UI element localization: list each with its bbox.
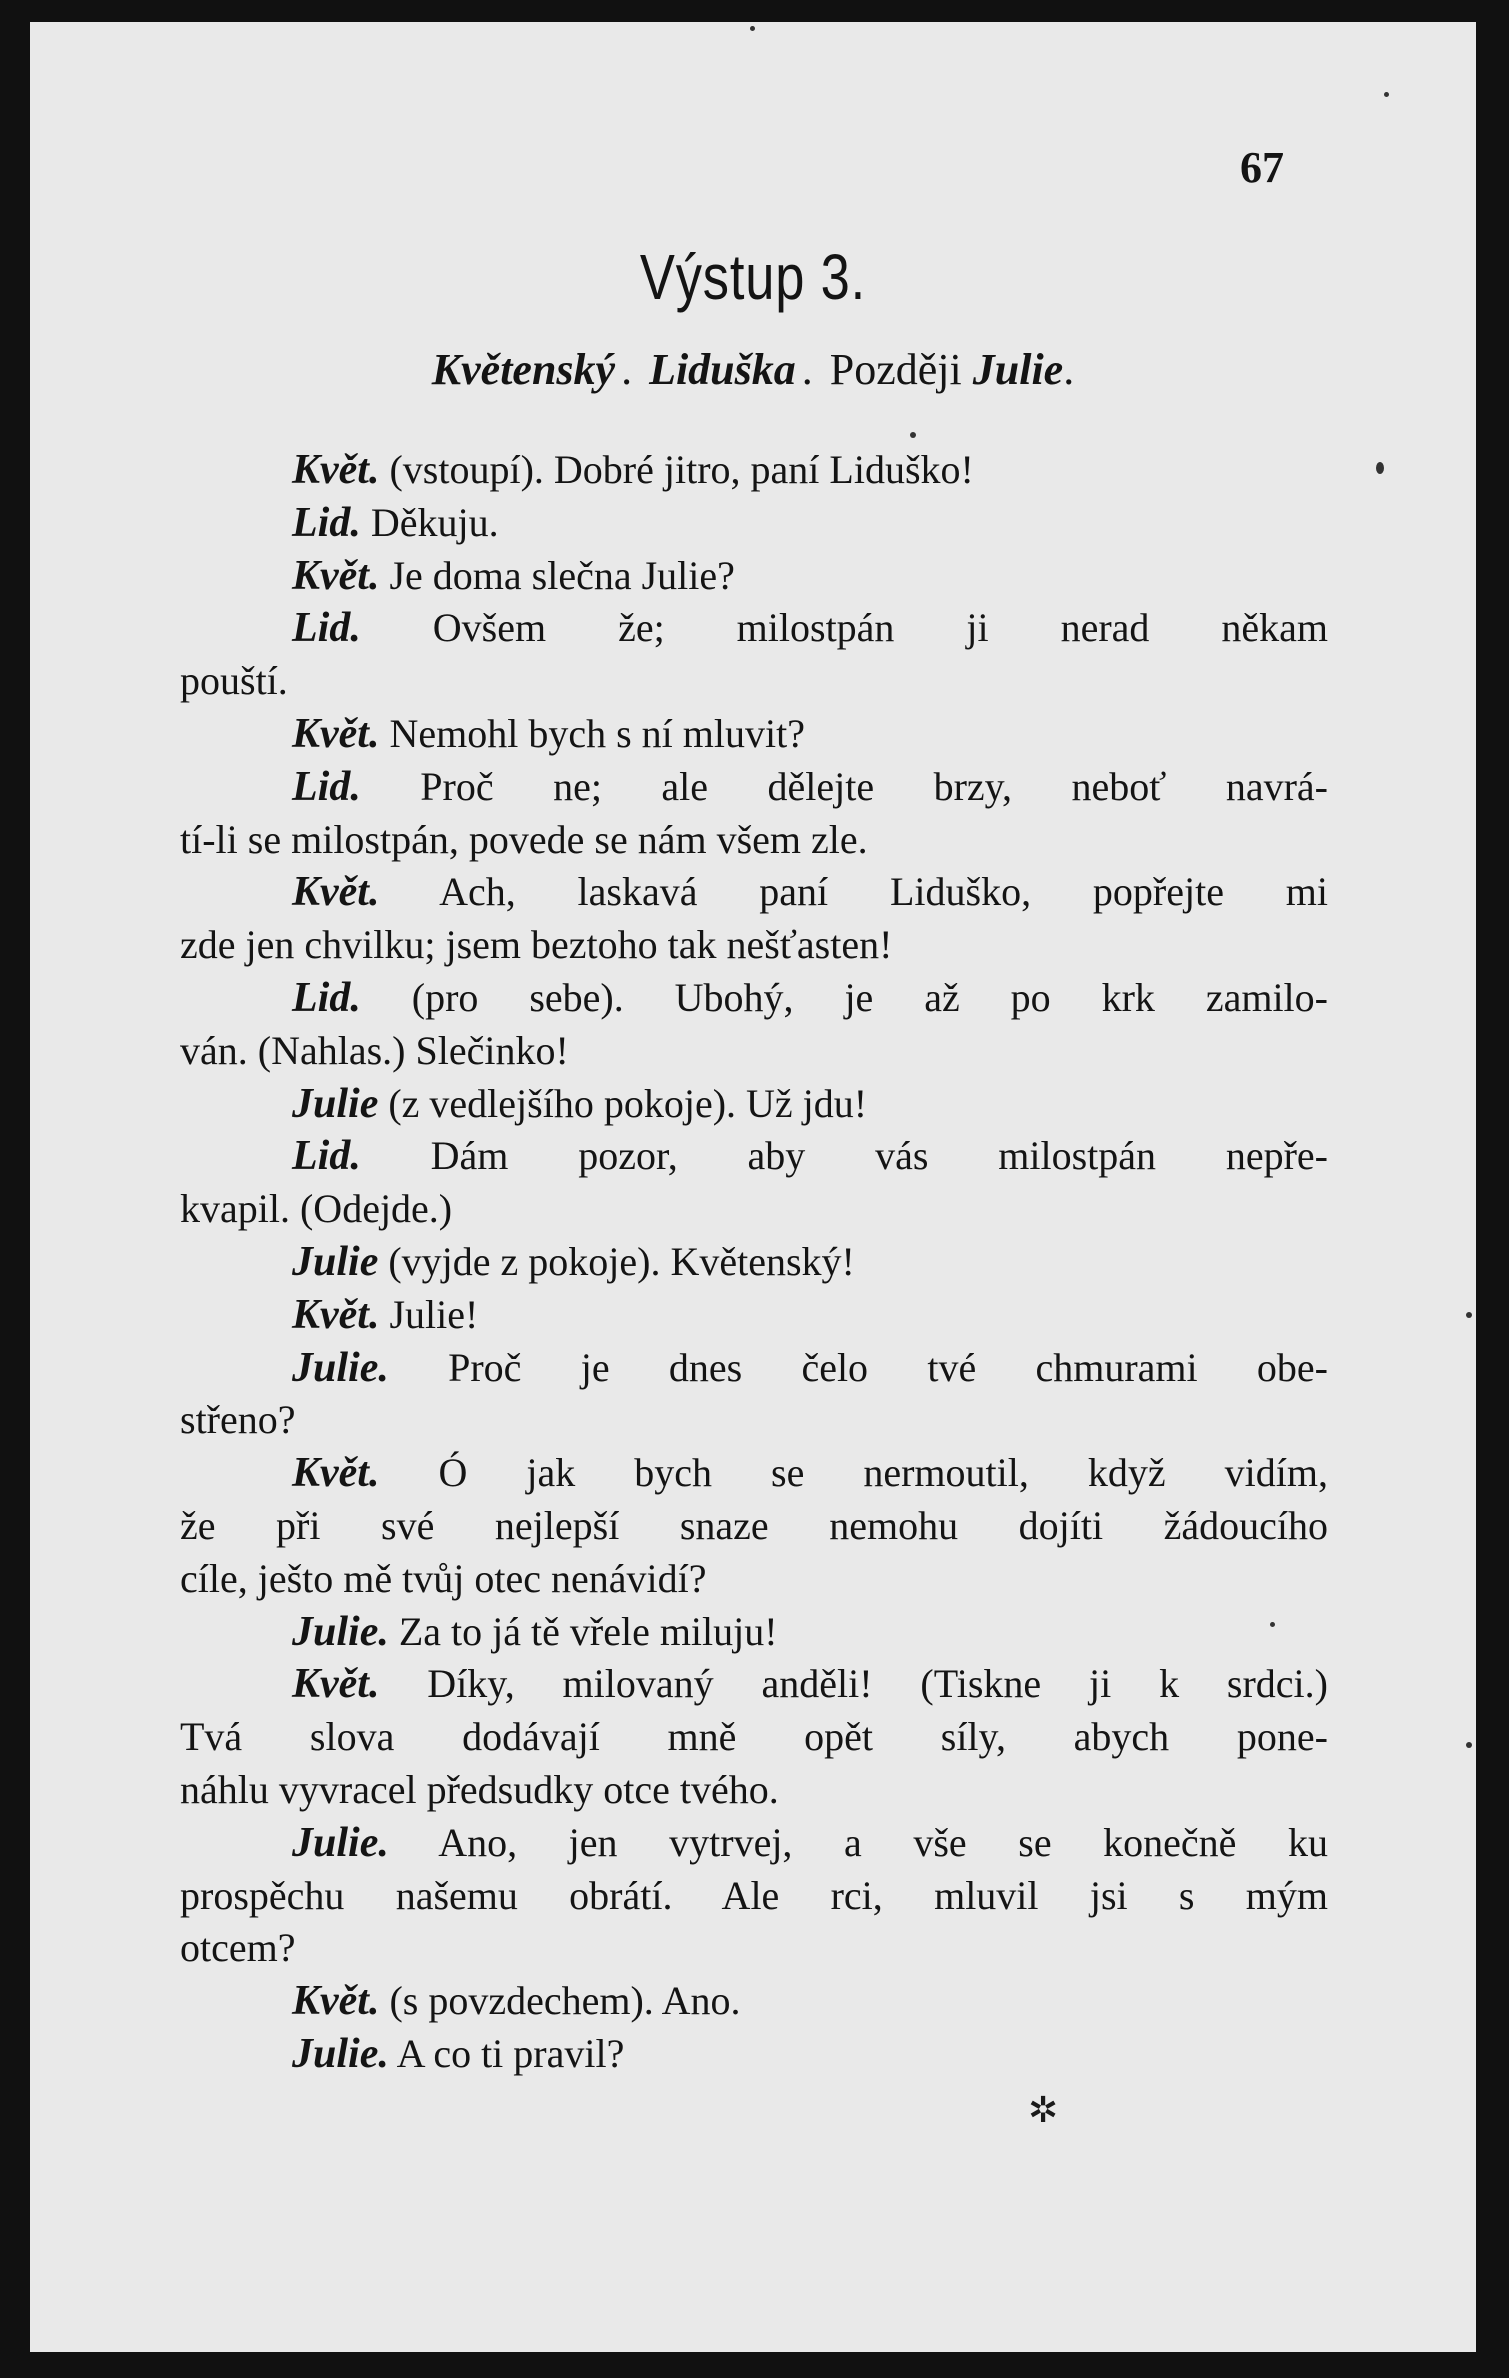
text-line	[180, 708, 1328, 761]
line-text: (pro sebe). Ubohý, je až po krk zamilo-	[360, 974, 1328, 1020]
text-line	[180, 1553, 1328, 1606]
text-line	[180, 919, 1328, 972]
cast-list: Květenský . Liduška . Později Julie.	[431, 345, 1075, 394]
line-text: Ano, jen vytrvej, a vše se konečně ku	[388, 1819, 1328, 1865]
speaker-name: Květ.	[292, 1450, 380, 1497]
line-text: (z vedlejšího pokoje). Už jdu!	[378, 1080, 868, 1126]
dialogue-text	[180, 444, 1328, 2081]
line-text: kvapil. (Odejde.)	[180, 1186, 453, 1232]
text-line	[180, 1447, 1328, 1500]
speaker-name: Květ.	[292, 710, 380, 757]
speaker-name: Lid.	[292, 605, 361, 652]
speaker-name: Květ.	[292, 1291, 380, 1338]
scene-title: Výstup 3.	[639, 241, 867, 313]
text-line	[180, 1183, 1328, 1236]
cast-name: Julie	[972, 345, 1064, 394]
line-text: náhlu vyvracel předsudky otce tvého.	[180, 1766, 779, 1812]
line-text: tí-li se milostpán, povede se nám všem zle.	[180, 816, 868, 862]
line-text: Za to já tě vřele miluju!	[388, 1608, 778, 1654]
text-line	[180, 1764, 1328, 1817]
line-text: že při své nejlepší snaze nemohu dojíti žádoucího	[180, 1502, 1328, 1548]
page-number: 67	[1240, 143, 1284, 192]
text-line	[180, 1606, 1328, 1659]
line-text: Proč ne; ale dělejte brzy, neboť navrá-	[360, 763, 1328, 809]
speaker-name: Lid.	[292, 974, 361, 1021]
text-line	[180, 1236, 1328, 1289]
text-line	[180, 550, 1328, 603]
text-line	[180, 1394, 1328, 1447]
line-text: (s povzdechem). Ano.	[379, 1978, 741, 2024]
text-line	[180, 1711, 1328, 1764]
line-text: (vyjde z pokoje). Květenský!	[378, 1238, 855, 1284]
line-text: ván. (Nahlas.) Slečinko!	[180, 1027, 569, 1073]
line-text: cíle, ješto mě tvůj otec nenávidí?	[180, 1555, 707, 1601]
speaker-name: Květ.	[292, 447, 380, 493]
text-line	[180, 972, 1328, 1025]
printer-mark: ✲	[1028, 2090, 1059, 2131]
text-line	[180, 497, 1328, 550]
line-text: pouští.	[180, 658, 288, 704]
speaker-name: Lid.	[292, 763, 361, 810]
speaker-name: Květ.	[292, 869, 380, 916]
line-text: střeno?	[180, 1397, 296, 1443]
text-line	[180, 444, 1328, 497]
line-text: Ach, laskavá paní Liduško, popřejte mi	[379, 869, 1328, 915]
text-line	[180, 2028, 1328, 2081]
speaker-name: Květ.	[292, 1978, 380, 2025]
text-line	[180, 866, 1328, 919]
speaker-name: Lid.	[292, 499, 361, 546]
line-text: Nemohl bych s ní mluvit?	[379, 710, 805, 756]
line-text: Děkuju.	[360, 499, 499, 545]
cast-name: Liduška	[649, 345, 796, 394]
text-line	[180, 814, 1328, 867]
line-text: Je doma slečna Julie?	[379, 552, 735, 598]
text-line	[180, 1289, 1328, 1342]
line-text: otcem?	[180, 1925, 296, 1971]
speaker-name: Julie.	[292, 1608, 389, 1655]
line-text: A co ti pravil?	[388, 2030, 625, 2076]
text-line	[180, 1922, 1328, 1975]
line-text: prospěchu našemu obrátí. Ale rci, mluvil jsi s mým	[180, 1872, 1328, 1918]
line-text: Dám pozor, aby vás milostpán nepře-	[360, 1133, 1328, 1179]
speaker-name: Květ.	[292, 1661, 380, 1708]
speaker-name: Julie.	[292, 2030, 389, 2077]
text-line	[180, 1975, 1328, 2028]
speaker-name: Julie.	[292, 1344, 389, 1391]
cast-name: Květenský	[431, 345, 616, 394]
text-line	[180, 1500, 1328, 1553]
text-line	[180, 1078, 1328, 1131]
speaker-name: Julie	[292, 1238, 379, 1285]
line-text: Julie!	[379, 1291, 479, 1337]
line-text: (vstoupí). Dobré jitro, paní Liduško!	[379, 447, 974, 492]
text-line	[180, 1130, 1328, 1183]
line-text: Ovšem že; milostpán ji nerad někam	[360, 605, 1328, 651]
line-text: Díky, milovaný anděli! (Tiskne ji k srdci.)	[379, 1661, 1328, 1707]
cast-note: Později	[829, 345, 962, 394]
text-line	[180, 655, 1328, 708]
speaker-name: Lid.	[292, 1133, 361, 1180]
line-text: zde jen chvilku; jsem beztoho tak nešťasten!	[180, 922, 893, 968]
speaker-name: Julie.	[292, 1819, 389, 1866]
speaker-name: Julie	[292, 1080, 379, 1127]
line-text: Tvá slova dodávají mně opět síly, abych pone-	[180, 1714, 1328, 1760]
book-page	[30, 22, 1476, 2352]
text-line	[180, 1025, 1328, 1078]
speaker-name: Květ.	[292, 552, 380, 599]
line-text: Proč je dnes čelo tvé chmurami obe-	[388, 1344, 1328, 1390]
text-line	[180, 761, 1328, 814]
text-line	[180, 1870, 1328, 1923]
line-text: Ó jak bych se nermoutil, když vidím,	[379, 1450, 1328, 1496]
text-line	[180, 1658, 1328, 1711]
text-line	[180, 1817, 1328, 1870]
text-line	[180, 602, 1328, 655]
text-line	[180, 1342, 1328, 1395]
